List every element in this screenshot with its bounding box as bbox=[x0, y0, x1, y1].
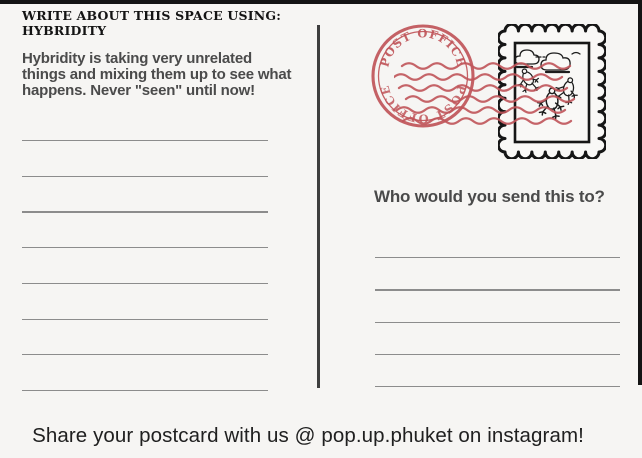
recipient-prompt: Who would you send this to? bbox=[374, 187, 605, 206]
writing-line bbox=[22, 140, 268, 141]
postcard-center-divider bbox=[317, 25, 320, 388]
writing-line bbox=[375, 257, 620, 258]
postmark-outer-ring bbox=[373, 26, 473, 126]
address-writing-lines bbox=[375, 257, 620, 393]
writing-line bbox=[22, 354, 268, 355]
writing-line bbox=[22, 247, 268, 248]
message-writing-lines bbox=[22, 140, 268, 395]
definition-line: happens. Never "seen" until now! bbox=[22, 81, 255, 99]
card-top-border bbox=[0, 0, 642, 4]
writing-line bbox=[22, 211, 268, 212]
writing-line bbox=[375, 354, 620, 355]
hybridity-definition bbox=[22, 51, 291, 98]
instagram-caption: Share your postcard with us @ pop.up.phuket on instagram! bbox=[32, 424, 584, 447]
writing-line bbox=[22, 283, 268, 284]
card-right-border bbox=[638, 0, 642, 385]
writing-line bbox=[22, 176, 268, 177]
writing-line bbox=[22, 319, 268, 320]
prompt-title-line2: HYBRIDITY bbox=[22, 22, 107, 38]
writing-line bbox=[375, 322, 620, 323]
postmark-text-top: POST OFFICE bbox=[377, 26, 469, 69]
writing-line bbox=[22, 390, 268, 391]
prompt-title-line1: WRITE ABOUT THIS SPACE USING: bbox=[22, 8, 282, 23]
post-office-postmark-icon bbox=[368, 18, 480, 136]
prompt-title bbox=[22, 9, 281, 38]
writing-line bbox=[375, 289, 620, 290]
postmark-text-bottom: POST OFFICE bbox=[377, 83, 469, 126]
writing-line bbox=[375, 386, 620, 387]
definition-line: Hybridity is taking very unrelated bbox=[22, 50, 252, 67]
definition-line: things and mixing them up to see what bbox=[22, 65, 292, 83]
